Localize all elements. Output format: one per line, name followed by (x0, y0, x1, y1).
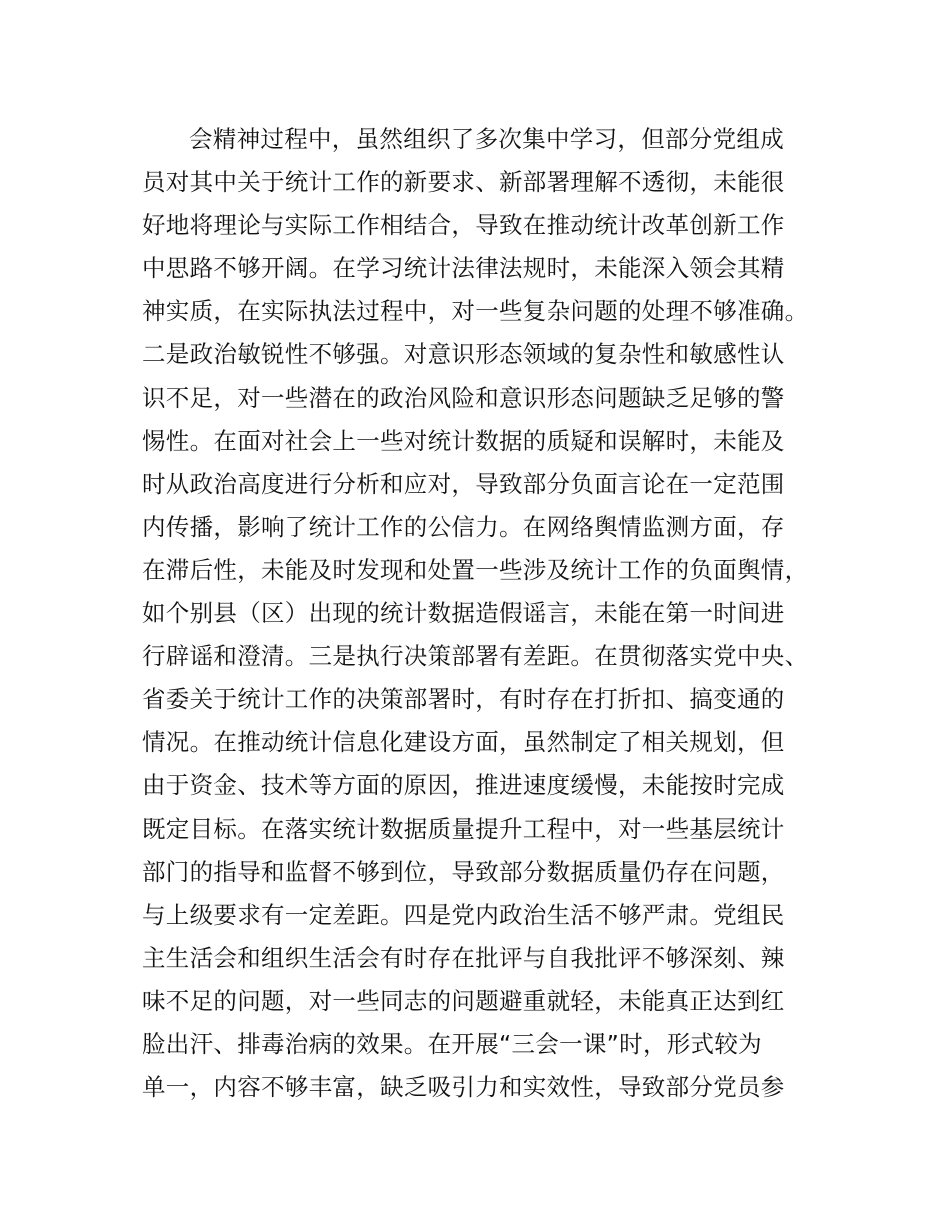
text-line: 好地将理论与实际工作相结合，导致在推动统计改革创新工作 (142, 211, 785, 240)
text-line: 既定目标。在落实统计数据质量提升工程中，对一些基层统计 (142, 814, 785, 843)
text-line: 员对其中关于统计工作的新要求、新部署理解不透彻，未能很 (142, 168, 785, 197)
text-line: 识不足，对一些潜在的政治风险和意识形态问题缺乏足够的警 (142, 383, 785, 412)
text-line: 如个别县（区）出现的统计数据造假谣言，未能在第一时间进 (142, 599, 785, 628)
text-line: 内传播，影响了统计工作的公信力。在网络舆情监测方面，存 (142, 512, 785, 541)
text-line: 部门的指导和监督不够到位，导致部分数据质量仍存在问题， (142, 857, 785, 886)
text-line: 神实质，在实际执法过程中，对一些复杂问题的处理不够准确。 (142, 297, 809, 326)
body-paragraph (142, 118, 842, 1109)
text-line: 省委关于统计工作的决策部署时，有时存在打折扣、搞变通的 (142, 685, 785, 714)
text-line: 由于资金、技术等方面的原因，推进速度缓慢，未能按时完成 (142, 771, 785, 800)
text-line: 中思路不够开阔。在学习统计法律法规时，未能深入领会其精 (142, 254, 785, 283)
text-line: 情况。在推动统计信息化建设方面，虽然制定了相关规划，但 (142, 728, 785, 757)
text-line: 惕性。在面对社会上一些对统计数据的质疑和误解时，未能及 (142, 426, 785, 455)
text-line: 脸出汗、排毒治病的效果。在开展“三会一课”时，形式较为 (142, 1029, 762, 1058)
text-line: 与上级要求有一定差距。四是党内政治生活不够严肃。党组民 (142, 900, 785, 929)
text-line: 行辟谣和澄清。三是执行决策部署有差距。在贯彻落实党中央、 (142, 642, 809, 671)
text-line: 味不足的问题，对一些同志的问题避重就轻，未能真正达到红 (142, 986, 785, 1015)
text-line: 时从政治高度进行分析和应对，导致部分负面言论在一定范围 (142, 469, 785, 498)
text-line: 二是政治敏锐性不够强。对意识形态领域的复杂性和敏感性认 (142, 340, 785, 369)
text-line: 单一，内容不够丰富，缺乏吸引力和实效性，导致部分党员参 (142, 1073, 785, 1102)
text-line: 在滞后性，未能及时发现和处置一些涉及统计工作的负面舆情， (142, 555, 809, 584)
text-line: 会精神过程中，虽然组织了多次集中学习，但部分党组成 (189, 125, 784, 153)
text-line: 主生活会和组织生活会有时存在批评与自我批评不够深刻、辣 (142, 943, 785, 972)
